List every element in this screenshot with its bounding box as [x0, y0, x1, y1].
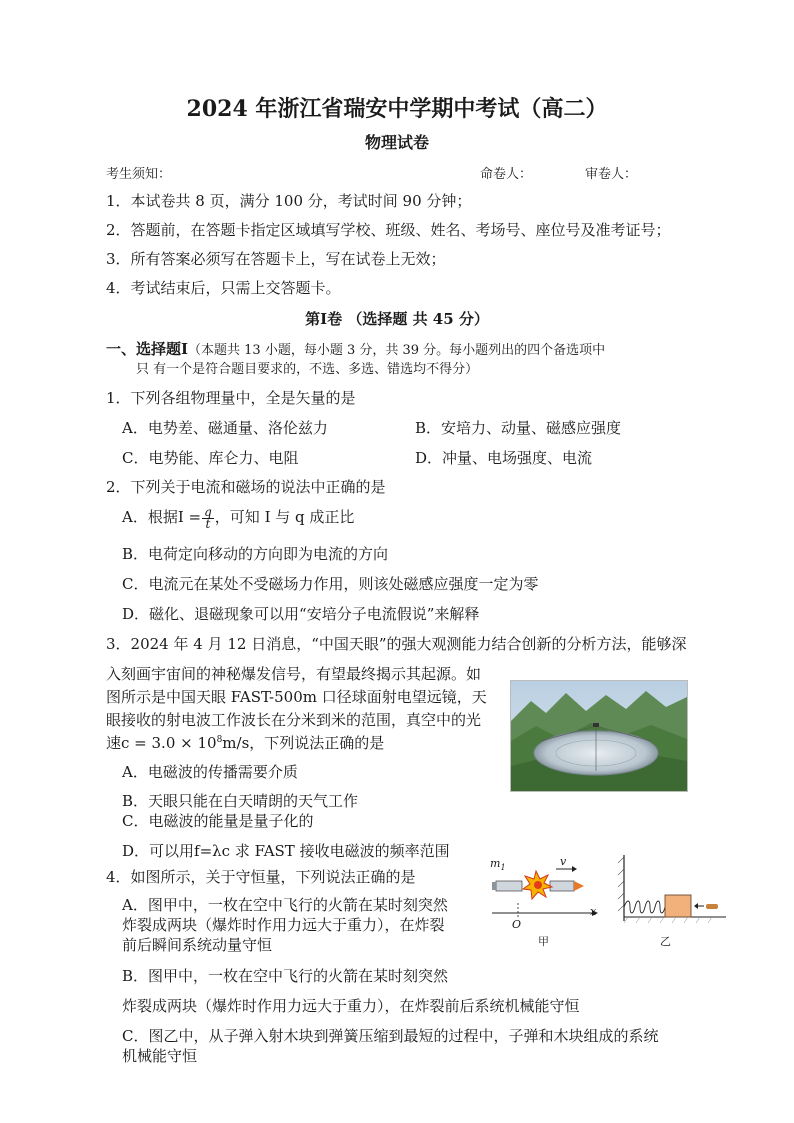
fraction-numerator: q	[204, 504, 212, 519]
figure-jia	[488, 855, 600, 950]
q3-option-c: C．电磁波的能量是量子化的	[122, 812, 314, 830]
q3-option-a: A．电磁波的传播需要介质	[122, 763, 298, 781]
q3-stem-line3: 图所示是中国天眼 FAST-500m 口径球面射电望远镜，天	[106, 688, 487, 706]
q1-option-c: C．电势能、库仑力、电阻	[122, 449, 299, 467]
q4-option-c-line2: 机械能守恒	[122, 1047, 198, 1065]
telescope-illustration	[511, 681, 687, 791]
q2-a-fraction	[202, 504, 214, 531]
label-x: x	[590, 905, 597, 918]
q1-stem: 1．下列各组物理量中，全是矢量的是	[106, 389, 356, 407]
fraction-denominator: t	[205, 516, 211, 531]
q4-option-b-line2: 炸裂成两块（爆炸时作用力远大于重力），在炸裂前后系统机械能守恒	[122, 997, 580, 1015]
q1-option-b: B．安培力、动量、磁感应强度	[415, 419, 622, 437]
q3-option-d: D．可以用f=λc 求 FAST 接收电磁波的频率范围	[122, 842, 450, 860]
notice-label: 考生须知：	[106, 167, 172, 182]
q3-option-b: B．天眼只能在白天晴朗的天气工作	[122, 792, 359, 810]
reviewer-label: 审卷人：	[585, 167, 638, 182]
q2-stem: 2．下列关于电流和磁场的说法中正确的是	[106, 478, 386, 496]
instruction-3: 3．所有答案必须写在答题卡上，写在试卷上无效；	[106, 250, 446, 268]
q3-speed-b: m/s，下列说法正确的是	[222, 734, 385, 752]
page-subtitle: 物理试卷	[364, 133, 429, 152]
q2-option-a	[122, 506, 354, 530]
figure-yi-caption: 乙	[660, 935, 671, 948]
fast-telescope-photo	[510, 680, 688, 792]
label-m1: $m_1$	[490, 857, 506, 873]
q2-a-suffix: ，可知 I 与 q 成正比	[214, 508, 355, 526]
q4-option-a-line1: A．图甲中，一枚在空中飞行的火箭在某时刻突然	[122, 896, 448, 914]
q4-option-a-line3: 前后瞬间系统动量守恒	[122, 936, 273, 954]
q2-a-prefix: A．根据	[122, 508, 178, 526]
q3-stem-line2: 入刻画宇宙间的神秘爆发信号，有望最终揭示其起源。如	[106, 665, 482, 683]
q4-stem: 4．如图所示，关于守恒量，下列说法正确的是	[106, 868, 416, 886]
spring-block-diagram	[618, 855, 726, 950]
q2-option-d: D．磁化、退磁现象可以用“安培分子电流假说”来解释	[122, 605, 480, 623]
label-origin: O	[512, 918, 522, 931]
instruction-4: 4．考试结束后，只需上交答题卡。	[106, 279, 341, 297]
q3-stem-line5	[106, 732, 384, 753]
section-desc-2: 只 有一个是符合题目要求的，不选、多选、错选均不得分）	[136, 362, 479, 377]
figure-jia-caption: 甲	[538, 935, 549, 948]
q3-stem-line4: 眼接收的射电波工作波长在分米到米的范围，真空中的光	[106, 711, 482, 729]
section-label: 一、选择题Ⅰ	[106, 340, 189, 358]
q3-stem-line1: 3．2024 年 4 月 12 日消息，“中国天眼”的强大观测能力结合创新的分析方法，能够深	[106, 635, 687, 653]
section-desc-1: （本题共 13 小题，每小题 3 分，共 39 分。每小题列出的四个备选项中	[188, 343, 606, 358]
q2-option-c: C．电流元在某处不受磁场力作用，则该处磁感应强度一定为零	[122, 575, 539, 593]
q3-speed-a: 速c = 3.0 × 10	[106, 734, 217, 752]
page-title: 2024 年浙江省瑞安中学期中考试（高二）	[186, 96, 608, 122]
author-label: 命卷人：	[480, 167, 533, 182]
q1-option-a: A．电势差、磁通量、洛伦兹力	[122, 419, 328, 437]
q2-a-formula: I =	[177, 508, 202, 526]
label-v: v	[560, 855, 567, 868]
q4-option-a-line2: 炸裂成两块（爆炸时作用力远大于重力），在炸裂	[122, 916, 445, 934]
instruction-2: 2．答题前，在答题卡指定区域填写学校、班级、姓名、考场号、座位号及准考证号；	[106, 221, 671, 239]
q4-option-b-line1: B．图甲中，一枚在空中飞行的火箭在某时刻突然	[122, 967, 449, 985]
q4-option-c-line1: C．图乙中，从子弹入射木块到弹簧压缩到最短的过程中，子弹和木块组成的系统	[122, 1027, 659, 1045]
instruction-1: 1．本试卷共 8 页，满分 100 分，考试时间 90 分钟；	[106, 192, 472, 210]
q2-option-b: B．电荷定向移动的方向即为电流的方向	[122, 545, 389, 563]
q3-speed-exp: 8	[216, 735, 223, 745]
section-header	[106, 338, 605, 359]
q1-option-d: D．冲量、电场强度、电流	[415, 449, 593, 467]
figure-yi	[618, 855, 726, 950]
part-heading: 第Ⅰ卷 （选择题 共 45 分）	[305, 310, 489, 328]
